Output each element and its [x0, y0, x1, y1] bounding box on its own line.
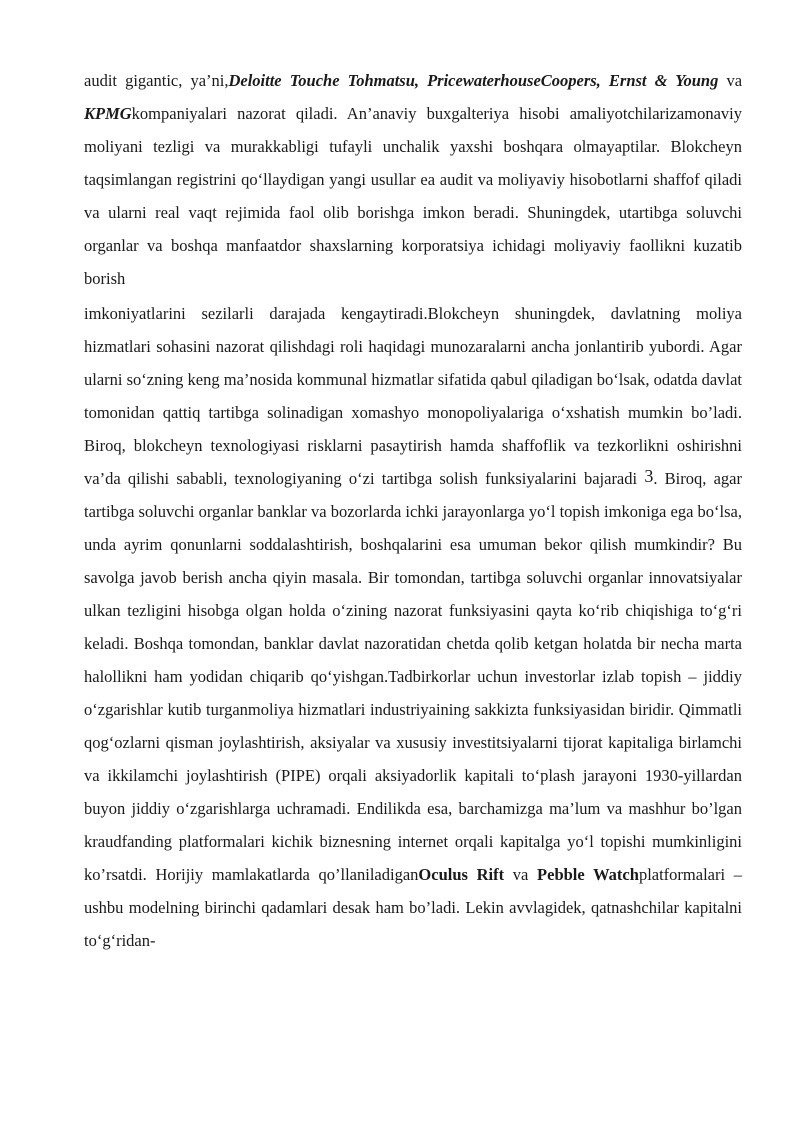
paragraph-2-text-c: platformalari – ushbu modelning birinchi qadamlari desak ham bo’ladi. Lekin avvlagidek, qatnashchilar kapitalni to‘g‘ridan-	[84, 865, 742, 950]
firm-name-kpmg: KPMG	[84, 104, 132, 123]
paragraph-2	[84, 297, 742, 957]
conjunction-va: va	[726, 71, 743, 90]
firm-name-deloitte-pwc: Deloitte Touche Tohmatsu, PricewaterhouseCoopers,	[228, 71, 601, 90]
platform-name-pebble: Pebble Watch	[537, 865, 639, 884]
conjunction-va-2: va	[512, 865, 529, 884]
paragraph-2-text-a: imkoniyatlarini sezilarli darajada kengaytiradi.Blokcheyn shuningdek, davlatning moliya hizmatlari sohasini nazorat qilishdagi roli haqidagi munozaralarni ancha jonlantirib yubordi. Agar ularni so‘zning keng ma’nosida kommunal hizmatlar sifatida qabul qiladigan bo‘lsak, odatda davlat tomonidan qattiq tartibga solinadigan xomashyo monopoliyalariga o‘xshatish mumkin bo’ladi. Biroq, blokcheyn texnologiyasi risklarni pasaytirish hamda shaffoflik va tezkorlikni oshirishni va’da qilishi sababli, texnologiyaning o‘zi tartibga solish funksiyalarini bajaradi	[84, 304, 742, 488]
paragraph-1-text-b: kompaniyalari nazorat qiladi. An’anaviy buxgalteriya hisobi amaliyotchilarizamonaviy moliyani tezligi va murakkabligi tufayli unchalik yaxshi boshqara olmayaptilar. Blokcheyn taqsimlangan registrini qo‘llaydigan yangi usullar ea audit va moliyaviy hisobotlarni shaffof qiladi va ularni real vaqt rejimida faol olib borishga imkon beradi. Shuningdek, utartibga soluvchi organlar va boshqa manfaatdor shaxslarning korporatsiya ichidagi moliyaviy faollikni kuzatib borish	[84, 104, 742, 288]
paragraph-2-text-b: . Biroq, agar tartibga soluvchi organlar banklar va bozorlarda ichki jarayonlarga yo‘l topish imkoniga ega bo‘lsa, unda ayrim qonunlarni soddalashtirish, boshqalarini esa umuman bekor qilish mumkindir? Bu savolga javob berish ancha qiyin masala. Bir tomondan, tartibga soluvchi organlar innovatsiyalar ulkan tezligini hisobga olgan holda o‘zining nazorat funksiyasini qayta ko‘rib chiqishiga to‘g‘ri keladi. Boshqa tomondan, banklar davlat nazoratidan chetda qolib ketgan holatda bir necha marta halollikni ham yodidan chiqarib qo‘yishgan.Tadbirkorlar uchun investorlar izlab topish – jiddiy o‘zgarishlar kutib turganmoliya hizmatlari industriyaining sakkizta funksiyasidan biridir. Qimmatli qog‘ozlarni qisman joylashtirish, aksiyalar va xususiy investitsiyalarni tijorat kapitaliga birlamchi va ikkilamchi joylashtirish (PIPE) orqali aksiyadorlik kapitali to‘plash jarayoni 1930-yillardan buyon jiddiy o‘zgarishlarga uchramadi. Endilikda esa, barchamizga ma’lum va mashhur bo’lgan kraudfanding platformalari kichik biznesning internet orqali kapitalga yo‘l topishi mumkinligini ko’rsatdi. Horijiy mamlakatlarda qo’llaniladigan	[84, 469, 742, 884]
platform-name-oculus: Oculus Rift	[418, 865, 505, 884]
footnote-reference[interactable]: 3	[644, 466, 654, 486]
paragraph-1	[84, 64, 742, 295]
paragraph-1-text-a: audit gigantic, ya’ni,	[84, 71, 229, 90]
firm-name-ey: Ernst & Young	[608, 71, 719, 90]
document-page	[84, 64, 742, 957]
